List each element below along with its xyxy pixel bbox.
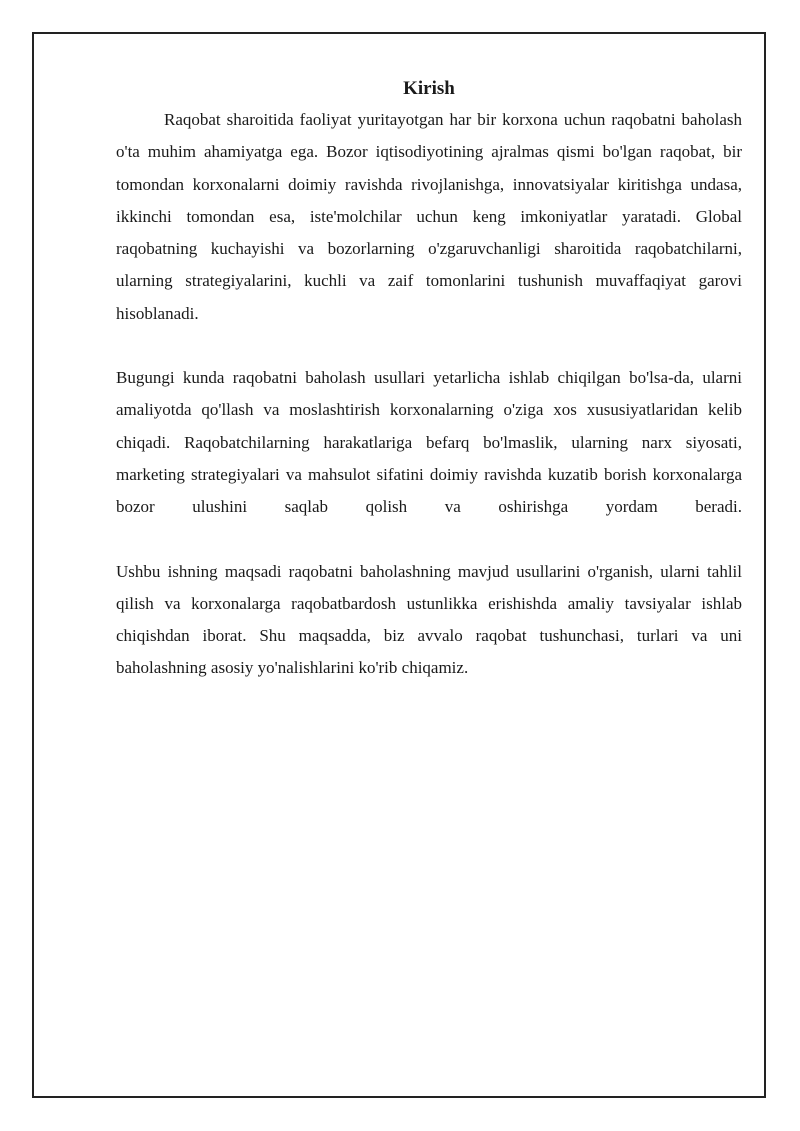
- page-title: Kirish: [403, 78, 455, 99]
- paragraph-1: Raqobat sharoitida faoliyat yuritayotgan har bir korxona uchun raqobatni baholash o'ta muhim ahamiyatga ega. Bozor iqtisodiyotining ajralmas qismi bo'lgan raqobat, bir tomondan korxonalarni doimiy ravishda rivojlanishga, innovatsiyalar kiritishga undasa, ikkinchi tomondan esa, iste'molchilar uchun keng imkoniyatlar yaratadi. Global raqobatning kuchayishi va bozorlarning o'zgaruvchanligi sharoitida raqobatchilarni, ularning strategiyalarini, kuchli va zaif tomonlarini tushunish muvaffaqiyat garovi hisoblanadi.: [116, 110, 742, 323]
- paragraph-3: Ushbu ishning maqsadi raqobatni baholashning mavjud usullarini o'rganish, ularni tahlil qilish va korxonalarga raqobatbardosh ustunlikka erishishda amaliy tavsiyalar ishlab chiqishdan iborat. Shu maqsadda, biz avvalo raqobat tushunchasi, turlari va uni baholashning asosiy yo'nalishlarini ko'rib chiqamiz.: [116, 561, 742, 678]
- paragraph-2: Bugungi kunda raqobatni baholash usullari yetarlicha ishlab chiqilgan bo'lsa-da, ularni amaliyotda qo'llash va moslashtirish korxonalarning o'ziga xos xususiyatlaridan kelib chiqadi. Raqobatchilarning harakatlariga befarq bo'lmaslik, ularning narx siyosati, marketing strategiyalari va mahsulot sifatini doimiy ravishda kuzatib borish korxonalarga bozor ulushini saqlab qolish va oshirishga yordam beradi.: [116, 368, 742, 517]
- document-body: [116, 76, 742, 685]
- paragraph-gap: [116, 330, 742, 362]
- paragraph-gap: [116, 524, 742, 556]
